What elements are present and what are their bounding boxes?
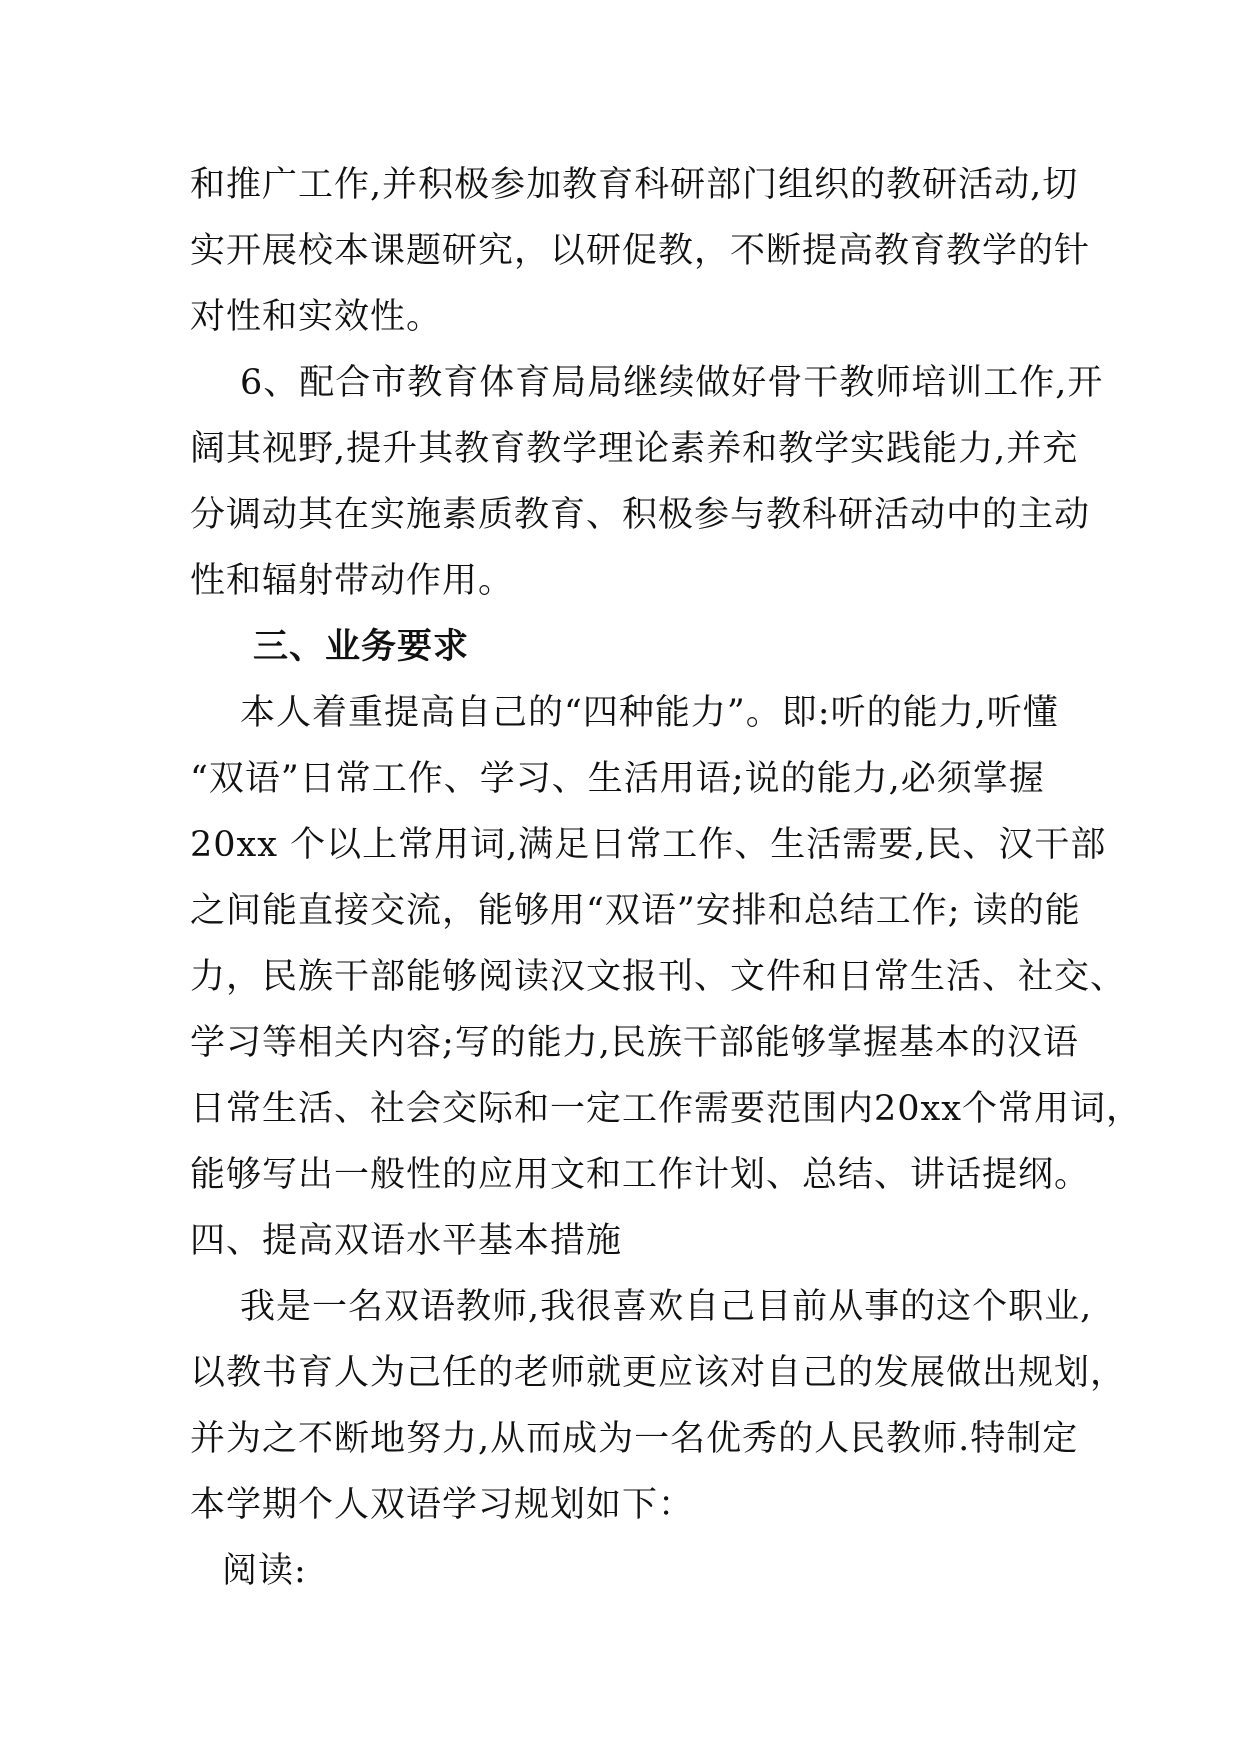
paragraph-line: 分调动其在实施素质教育、积极参与教科研活动中的主动 — [190, 495, 1091, 535]
paragraph-line: “双语”日常工作、学习、生活用语;说的能力,必须掌握 — [190, 759, 1045, 799]
paragraph-line: 阔其视野,提升其教育教学理论素养和教学实践能力,并充 — [190, 429, 1079, 469]
paragraph-line: 性和辐射带动作用。 — [190, 561, 515, 601]
paragraph-line: 本人着重提高自己的“四种能力”。即:听的能力,听懂 — [240, 693, 1059, 733]
paragraph-line: 对性和实效性。 — [190, 297, 443, 337]
section-heading-business-requirements: 三、业务要求 — [253, 626, 470, 667]
paragraph-line: 学习等相关内容;写的能力,民族干部能够掌握基本的汉语 — [190, 1023, 1079, 1063]
paragraph-line: 力，民族干部能够阅读汉文报刊、文件和日常生活、社交、 — [190, 957, 1127, 997]
section-heading-bilingual-measures: 四、提高双语水平基本措施 — [190, 1221, 623, 1261]
paragraph-line: 实开展校本课题研究，以研促教，不断提高教育教学的针 — [190, 231, 1091, 271]
paragraph-line: 并为之不断地努力,从而成为一名优秀的人民教师.特制定 — [190, 1419, 1079, 1459]
reading-label: 阅读: — [222, 1551, 307, 1591]
paragraph-line: 和推广工作,并积极参加教育科研部门组织的教研活动,切 — [190, 165, 1079, 205]
paragraph-line: 之间能直接交流，能够用“双语”安排和总结工作; 读的能 — [190, 891, 1081, 931]
paragraph-line: 20xx 个以上常用词,满足日常工作、生活需要,民、汉干部 — [190, 825, 1107, 865]
paragraph-line: 本学期个人双语学习规划如下： — [190, 1485, 695, 1525]
paragraph-line: 能够写出一般性的应用文和工作计划、总结、讲话提纲。 — [190, 1155, 1091, 1195]
paragraph-line: 以教书育人为己任的老师就更应该对自己的发展做出规划， — [190, 1353, 1127, 1393]
paragraph-line: 6、配合市教育体育局局继续做好骨干教师培训工作,开 — [240, 363, 1104, 403]
paragraph-line: 日常生活、社会交际和一定工作需要范围内20xx个常用词， — [190, 1089, 1143, 1129]
paragraph-line: 我是一名双语教师,我很喜欢自己目前从事的这个职业, — [240, 1287, 1093, 1327]
